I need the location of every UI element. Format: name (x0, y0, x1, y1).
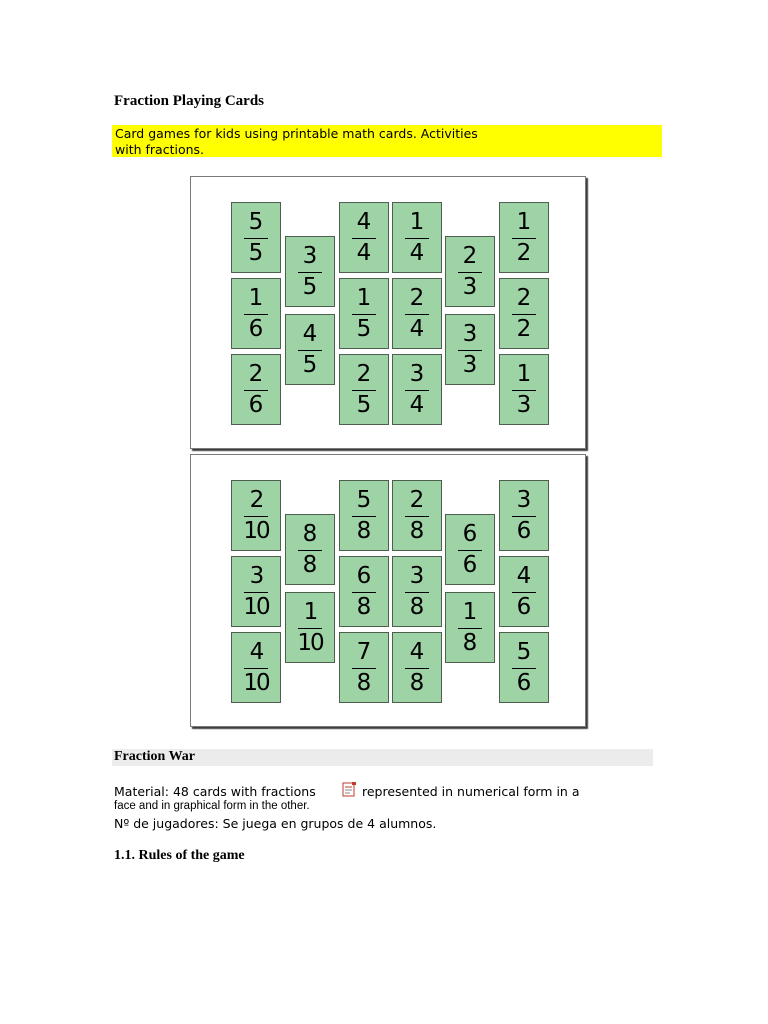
card-numerator: 1 (248, 285, 264, 311)
fraction-bar (244, 314, 268, 315)
card-numerator: 1 (303, 599, 317, 625)
card-denominator: 4 (409, 392, 425, 418)
card-denominator: 10 (243, 594, 269, 620)
card-panel-1 (190, 176, 586, 449)
card-numerator: 6 (462, 521, 478, 547)
card-numerator: 1 (462, 599, 478, 625)
card-numerator: 1 (516, 209, 532, 235)
fraction-card (231, 202, 281, 273)
card-denominator: 5 (356, 316, 372, 342)
card-denominator: 5 (248, 240, 264, 266)
fraction-bar (244, 592, 268, 593)
intro-text: Card games for kids using printable math cards. Activities with fractions. (115, 126, 478, 157)
fraction-bar (512, 390, 536, 391)
card-denominator: 4 (409, 240, 425, 266)
document-icon[interactable] (341, 781, 358, 798)
fraction-card (392, 354, 442, 425)
fraction-card (392, 556, 442, 627)
card-numerator: 3 (409, 563, 425, 589)
card-denominator: 4 (409, 316, 425, 342)
rules-subheading: 1.1. Rules of the game (114, 848, 245, 863)
fraction-card (231, 354, 281, 425)
fraction-bar (244, 516, 268, 517)
fraction-bar (512, 516, 536, 517)
fraction-card (445, 314, 495, 385)
card-panel-2 (190, 454, 586, 727)
section-title: Fraction War (114, 749, 196, 764)
card-denominator: 4 (356, 240, 372, 266)
card-numerator: 4 (356, 209, 372, 235)
fraction-bar (298, 628, 322, 629)
fraction-bar (405, 516, 429, 517)
card-denominator: 8 (462, 630, 478, 656)
fraction-card (499, 632, 549, 703)
card-numerator: 3 (462, 321, 478, 347)
fraction-bar (298, 550, 322, 551)
fraction-card (499, 354, 549, 425)
fraction-bar (458, 628, 482, 629)
card-denominator: 5 (356, 392, 372, 418)
fraction-card (285, 236, 335, 307)
players-text: Nº de jugadores: Se juega en grupos de 4 alumnos. (114, 816, 437, 831)
card-denominator: 6 (516, 518, 532, 544)
fraction-bar (458, 350, 482, 351)
card-denominator: 5 (302, 352, 318, 378)
fraction-bar (298, 350, 322, 351)
card-numerator: 8 (302, 521, 318, 547)
card-denominator: 6 (248, 316, 264, 342)
fraction-card (392, 480, 442, 551)
card-numerator: 5 (356, 487, 372, 513)
card-numerator: 2 (248, 361, 264, 387)
fraction-bar (405, 390, 429, 391)
fraction-card (445, 592, 495, 663)
card-numerator: 4 (409, 639, 425, 665)
fraction-bar (405, 314, 429, 315)
card-numerator: 3 (249, 563, 263, 589)
fraction-bar (458, 272, 482, 273)
fraction-card (445, 514, 495, 585)
card-denominator: 8 (409, 670, 425, 696)
card-denominator: 2 (516, 316, 532, 342)
fraction-card (499, 202, 549, 273)
fraction-card (499, 278, 549, 349)
card-denominator: 10 (297, 630, 323, 656)
fraction-bar (244, 390, 268, 391)
fraction-card (231, 278, 281, 349)
fraction-card (339, 556, 389, 627)
card-denominator: 6 (516, 670, 532, 696)
fraction-bar (512, 238, 536, 239)
card-numerator: 3 (409, 361, 425, 387)
fraction-bar (244, 238, 268, 239)
page-title: Fraction Playing Cards (114, 93, 264, 109)
card-numerator: 5 (516, 639, 532, 665)
card-numerator: 7 (356, 639, 372, 665)
fraction-card (231, 632, 281, 703)
fraction-bar (512, 592, 536, 593)
card-denominator: 8 (302, 552, 318, 578)
card-numerator: 1 (356, 285, 372, 311)
fraction-card (339, 278, 389, 349)
card-denominator: 3 (462, 274, 478, 300)
intro-highlight (112, 125, 662, 157)
fraction-bar (244, 668, 268, 669)
fraction-bar (405, 668, 429, 669)
fraction-bar (352, 314, 376, 315)
card-numerator: 5 (248, 209, 264, 235)
fraction-bar (352, 516, 376, 517)
fraction-bar (352, 592, 376, 593)
card-denominator: 8 (409, 518, 425, 544)
fraction-bar (405, 592, 429, 593)
fraction-card (339, 480, 389, 551)
card-denominator: 3 (462, 352, 478, 378)
card-numerator: 4 (249, 639, 263, 665)
card-numerator: 6 (356, 563, 372, 589)
card-numerator: 1 (409, 209, 425, 235)
fraction-bar (512, 668, 536, 669)
card-denominator: 10 (243, 670, 269, 696)
card-numerator: 3 (302, 243, 318, 269)
card-denominator: 6 (248, 392, 264, 418)
fraction-card (499, 556, 549, 627)
card-denominator: 3 (516, 392, 532, 418)
card-numerator: 2 (409, 487, 425, 513)
fraction-card (392, 202, 442, 273)
card-numerator: 2 (462, 243, 478, 269)
fraction-bar (352, 668, 376, 669)
material-rest: represented in numerical form in a (362, 784, 580, 799)
fraction-card (392, 278, 442, 349)
fraction-bar (298, 272, 322, 273)
card-denominator: 8 (356, 670, 372, 696)
fraction-card (499, 480, 549, 551)
fraction-card (285, 314, 335, 385)
card-denominator: 8 (409, 594, 425, 620)
card-denominator: 5 (302, 274, 318, 300)
card-numerator: 2 (249, 487, 263, 513)
card-numerator: 1 (516, 361, 532, 387)
card-numerator: 2 (356, 361, 372, 387)
fraction-card (339, 202, 389, 273)
card-denominator: 8 (356, 518, 372, 544)
fraction-card (231, 480, 281, 551)
material-label: Material: 48 cards with fractions (114, 784, 316, 799)
fraction-card (231, 556, 281, 627)
fraction-bar (352, 390, 376, 391)
card-denominator: 2 (516, 240, 532, 266)
fraction-bar (405, 238, 429, 239)
card-denominator: 8 (356, 594, 372, 620)
card-denominator: 6 (462, 552, 478, 578)
fraction-bar (352, 238, 376, 239)
fraction-bar (458, 550, 482, 551)
fraction-card (285, 514, 335, 585)
card-denominator: 10 (243, 518, 269, 544)
card-numerator: 2 (516, 285, 532, 311)
fraction-card (445, 236, 495, 307)
card-numerator: 4 (302, 321, 318, 347)
fraction-card (339, 354, 389, 425)
card-numerator: 4 (516, 563, 532, 589)
fraction-card (392, 632, 442, 703)
card-denominator: 6 (516, 594, 532, 620)
fraction-card (339, 632, 389, 703)
fraction-bar (512, 314, 536, 315)
material-line-2: face and in graphical form in the other. (114, 800, 310, 812)
card-numerator: 3 (516, 487, 532, 513)
card-numerator: 2 (409, 285, 425, 311)
fraction-card (285, 592, 335, 663)
